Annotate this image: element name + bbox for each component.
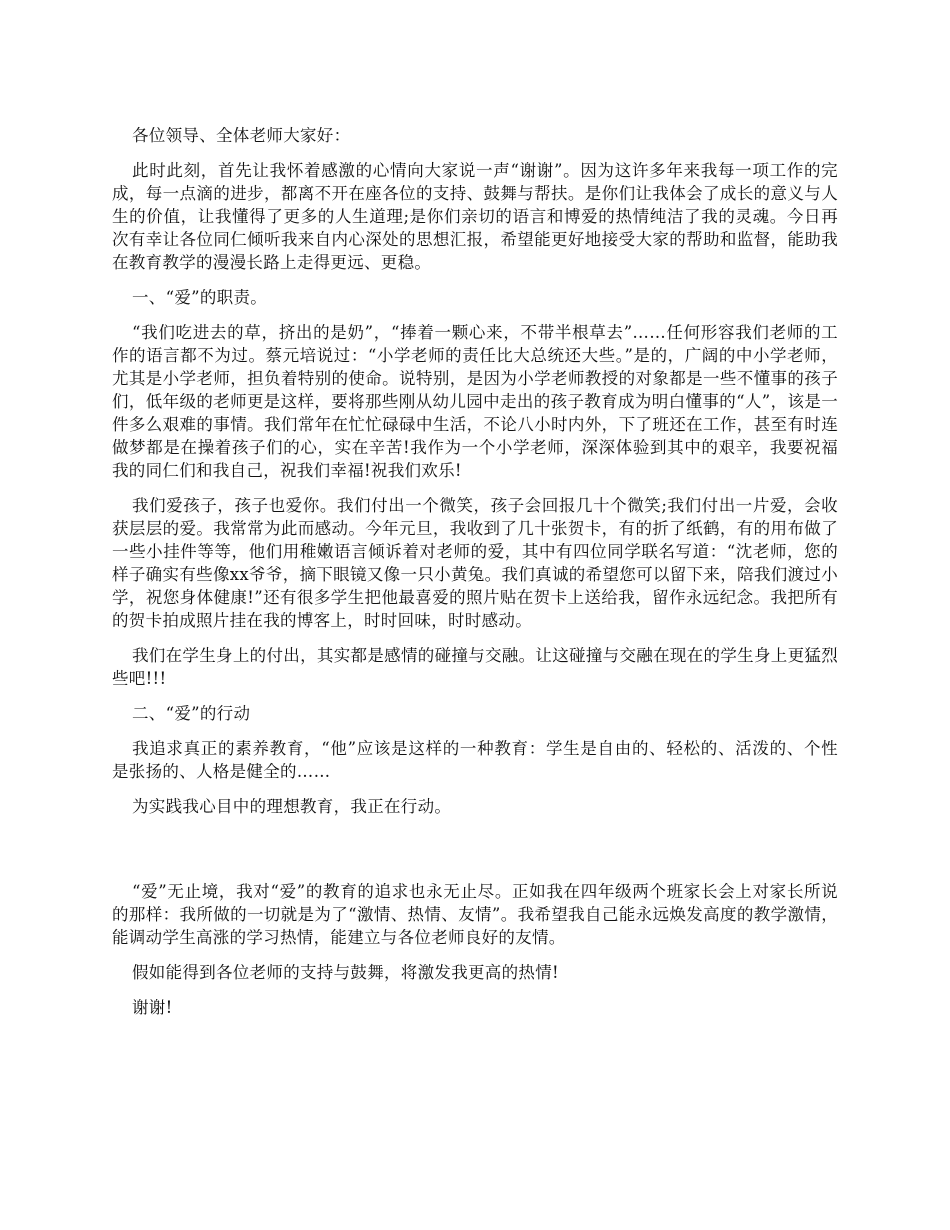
- paragraph-education: 我追求真正的素养教育，“他”应该是这样的一种教育：学生是自由的、轻松的、活泼的、个性是张扬的、人格是健全的……: [112, 739, 838, 781]
- paragraph-love-children: 我们爱孩子，孩子也爱你。我们付出一个微笑，孩子会回报几十个微笑;我们付出一片爱，会收获层层的爱。我常常为此而感动。今年元旦，我收到了几十张贺卡，有的折了纸鹤，有的用布做了一些小挂件等等，他们用稚嫩语言倾诉着对老师的爱，其中有四位同学联名写道：“沈老师，您的样子确实有些像xx爷爷，摘下眼镜又像一只小黄兔。我们真诚的希望您可以留下来，陪我们渡过小学，祝您身体健康!”还有很多学生把他最喜爱的照片贴在贺卡上送给我，留作永远纪念。我把所有的贺卡拍成照片挂在我的博客上，时时回味，时时感动。: [112, 496, 838, 630]
- section-heading-1: 一、“爱”的职责。: [132, 288, 268, 307]
- paragraph-support: 假如能得到各位老师的支持与鼓舞，将激发我更高的热情!: [132, 963, 559, 982]
- section-heading-2: 二、“爱”的行动: [132, 704, 251, 723]
- paragraph-emotion: 我们在学生身上的付出，其实都是感情的碰撞与交融。让这碰撞与交融在现在的学生身上更猛烈些吧!!!: [112, 646, 838, 688]
- paragraph-action: 为实践我心目中的理想教育，我正在行动。: [132, 797, 452, 816]
- paragraph-intro: 此时此刻，首先让我怀着感激的心情向大家说一声“谢谢”。因为这许多年来我每一项工作的完成，每一点滴的进步，都离不开在座各位的支持、鼓舞与帮扶。是你们让我体会了成长的意义与人生的价值，让我懂得了更多的人生道理;是你们亲切的语言和博爱的热情纯洁了我的灵魂。今日再次有幸让各位同仁倾听我来自内心深处的思想汇报，希望能更好地接受大家的帮助和监督，能助我在教育教学的漫漫长路上走得更远、更稳。: [112, 161, 838, 272]
- paragraph-endless-love: “爱”无止境，我对“爱”的教育的追求也永无止尽。正如我在四年级两个班家长会上对家长所说的那样：我所做的一切就是为了“激情、热情、友情”。我希望我自己能永远焕发高度的教学激情，能调动学生高涨的学习热情，能建立与各位老师良好的友情。: [112, 882, 838, 947]
- closing-thanks: 谢谢!: [132, 998, 173, 1017]
- document-body: [112, 124, 838, 1031]
- greeting: 各位领导、全体老师大家好：: [132, 126, 351, 145]
- paragraph-duty: “我们吃进去的草，挤出的是奶”，“捧着一颗心来，不带半根草去”……任何形容我们老师的工作的语言都不为过。蔡元培说过：“小学老师的责任比大总统还大些。”是的，广阔的中小学老师，尤其是小学老师，担负着特别的使命。说特别，是因为小学老师教授的对象都是一些不懂事的孩子们，低年级的老师更是这样，要将那些刚从幼儿园中走出的孩子教育成为明白懂事的“人”，该是一件多么艰难的事情。我们常年在忙忙碌碌中生活，不论八小时内外，下了班还在工作，甚至有时连做梦都是在操着孩子们的心，实在辛苦!我作为一个小学老师，深深体验到其中的艰辛，我要祝福我的同仁们和我自己，祝我们幸福!祝我们欢乐!: [112, 323, 838, 480]
